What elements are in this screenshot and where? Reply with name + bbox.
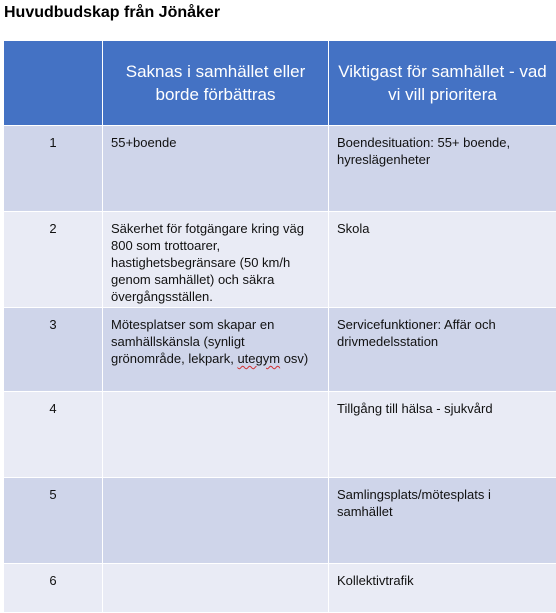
missing-cell <box>103 392 329 478</box>
table-row <box>4 126 556 212</box>
row-number: 5 <box>4 478 103 564</box>
priority-cell: Kollektivtrafik <box>329 564 556 613</box>
missing-cell <box>103 478 329 564</box>
table-row <box>4 478 556 564</box>
table-row <box>4 212 556 308</box>
table-row <box>4 308 556 392</box>
missing-text: Mötesplatser som skapar en samhällskänsla (synligt grönområde, lekpark, <box>111 317 274 366</box>
table-row <box>4 392 556 478</box>
priority-cell: Samlingsplats/mötesplats i samhället <box>329 478 556 564</box>
table-header-row <box>4 41 556 126</box>
priority-cell: Skola <box>329 212 556 308</box>
missing-cell <box>103 308 329 392</box>
priority-cell: Tillgång till hälsa - sjukvård <box>329 392 556 478</box>
header-priority: Viktigast för samhället - vad vi vill prioritera <box>329 41 556 126</box>
priorities-table <box>3 40 556 613</box>
missing-cell: 55+boende <box>103 126 329 212</box>
priority-cell: Boendesituation: 55+ boende, hyreslägenheter <box>329 126 556 212</box>
row-number: 6 <box>4 564 103 613</box>
spellcheck-flagged-word: utegym <box>237 351 280 366</box>
page-title: Huvudbudskap från Jönåker <box>4 4 220 22</box>
header-number <box>4 41 103 126</box>
row-number: 4 <box>4 392 103 478</box>
missing-cell <box>103 564 329 613</box>
row-number: 1 <box>4 126 103 212</box>
priority-cell: Servicefunktioner: Affär och drivmedelsstation <box>329 308 556 392</box>
row-number: 2 <box>4 212 103 308</box>
table-row <box>4 564 556 613</box>
missing-text: osv) <box>280 351 308 366</box>
row-number: 3 <box>4 308 103 392</box>
header-missing: Saknas i samhället eller borde förbättras <box>103 41 329 126</box>
missing-cell: Säkerhet för fotgängare kring väg 800 som trottoarer, hastighetsbegränsare (50 km/h genom samhället) och säkra övergångsställen. <box>103 212 329 308</box>
